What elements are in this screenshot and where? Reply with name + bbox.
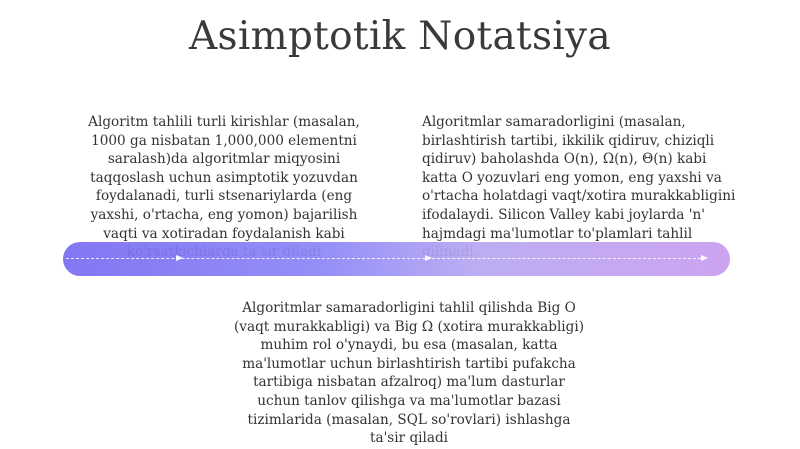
timeline-bar — [63, 242, 730, 276]
text-block-right: Algoritmlar samaradorligini (masalan, birlashtirish tartibi, ikkilik qidiruv, chiziqli qidiruv) baholashda O(n), Ω(n), Θ(n) kabi katta O yozuvlari eng yomon, eng yaxshi va o'rtacha holatdagi vaqt/xotira murakkabligini ifodalaydi. Silicon Valley kabi joylarda 'n' hajmdagi ma'lumotlar to'plamlari tahlil — [422, 114, 736, 242]
text-block-left: Algoritm tahlili turli kirishlar (masalan, 1000 ga nisbatan 1,000,000 elementni saralash)da algoritmlar miqyosini taqqoslash uchun asimptotik yozuvdan foydalanadi, turli stsenariylarda (eng yaxshi, o'rtacha, eng yomon) bajarilish vaqti va xotiradan foydalanish kabi — [88, 114, 360, 242]
slide-title: Asimptotik Notatsiya — [189, 14, 611, 59]
timeline-arrow-icon — [701, 255, 708, 261]
text-block-bottom: Algoritmlar samaradorligini tahlil qilishda Big O (vaqt murakkabligi) va Big Ω (xotira murakkabligi) muhim rol o'ynaydi, bu esa (masalan, katta ma'lumotlar uchun birlashtirish tartibi pufakcha tartibiga nisbatan afzalroq) ma'lum dasturlar uchun tanlov qilishga va ma'lumotlar bazasi tizimlarida (masalan, SQL so'rovlari) ishlashga ta'sir qiladi — [234, 300, 584, 447]
timeline-arrow-icon — [176, 255, 183, 261]
timeline-arrow-icon — [425, 255, 432, 261]
timeline-dashed-line — [66, 258, 706, 259]
